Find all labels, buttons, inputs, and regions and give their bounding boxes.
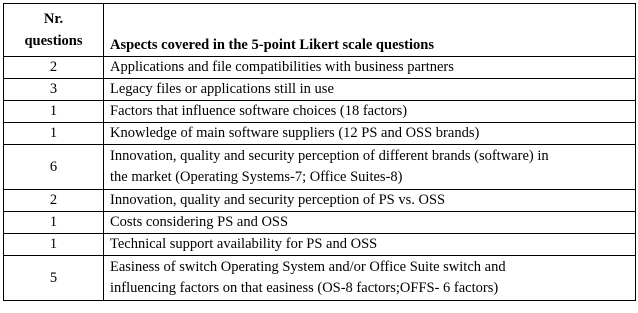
table-row [4, 190, 636, 212]
table-row [4, 101, 636, 123]
row-count: 1 [4, 101, 104, 123]
header-aspects: Aspects covered in the 5-point Likert scale questions [104, 4, 636, 57]
table-row [4, 123, 636, 145]
row-aspect: Technical support availability for PS and OSS [104, 234, 636, 256]
row-count: 1 [4, 212, 104, 234]
table-row [4, 256, 636, 301]
table-row [4, 234, 636, 256]
row-count: 5 [4, 256, 104, 301]
row-count: 2 [4, 57, 104, 79]
row-count: 1 [4, 123, 104, 145]
row-count: 6 [4, 145, 104, 190]
header-nr-line2: questions [24, 33, 83, 49]
row-aspect: Legacy files or applications still in use [104, 79, 636, 101]
table-row [4, 212, 636, 234]
row-aspect-line1: Innovation, quality and security perception of different brands (software) in [110, 148, 549, 164]
row-aspect: Factors that influence software choices (18 factors) [104, 101, 636, 123]
row-aspect: Innovation, quality and security perception of PS vs. OSS [104, 190, 636, 212]
row-count: 3 [4, 79, 104, 101]
row-count: 1 [4, 234, 104, 256]
row-aspect-line2: influencing factors on that easiness (OS-8 factors;OFFS- 6 factors) [110, 280, 499, 296]
row-aspect: Costs considering PS and OSS [104, 212, 636, 234]
row-aspect-line1: Easiness of switch Operating System and/or Office Suite switch and [110, 259, 506, 275]
header-nr-questions [4, 4, 104, 57]
row-aspect: Applications and file compatibilities with business partners [104, 57, 636, 79]
likert-questions-table [3, 3, 636, 301]
table-row [4, 145, 636, 190]
table-row [4, 57, 636, 79]
row-aspect [104, 145, 636, 190]
row-aspect-line2: the market (Operating Systems-7; Office Suites-8) [110, 169, 403, 185]
table-row [4, 79, 636, 101]
row-aspect [104, 256, 636, 301]
header-nr-line1: Nr. [43, 11, 64, 27]
table-header-row [4, 4, 636, 57]
row-aspect: Knowledge of main software suppliers (12 PS and OSS brands) [104, 123, 636, 145]
row-count: 2 [4, 190, 104, 212]
